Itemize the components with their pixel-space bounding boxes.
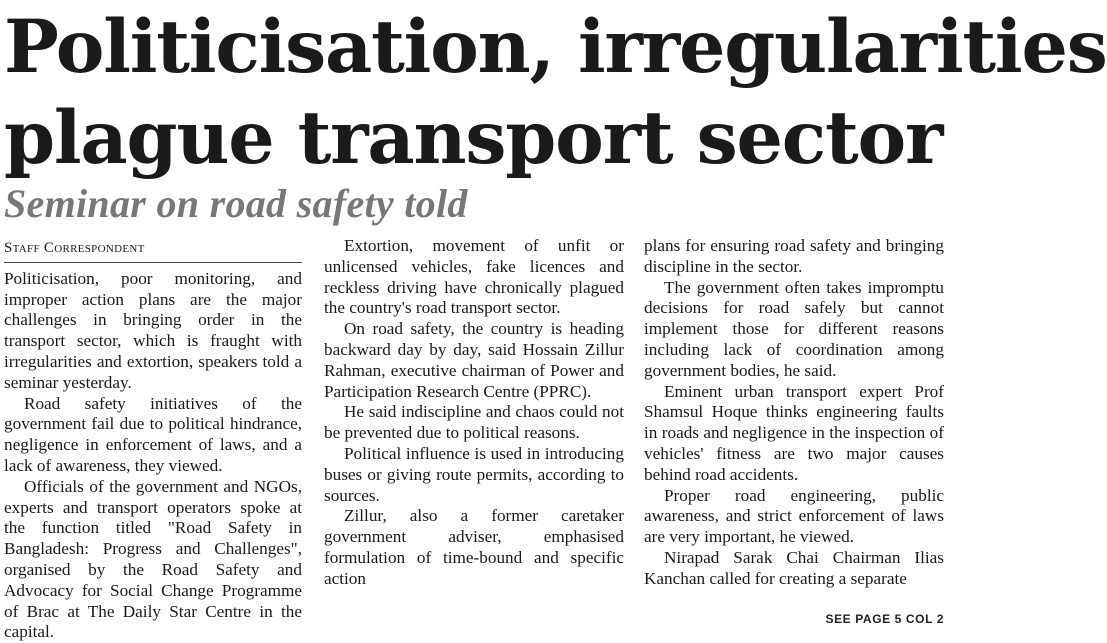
byline: Staff Correspondent bbox=[4, 236, 302, 263]
paragraph: Officials of the government and NGOs, experts and transport operators spoke at the function titled "Road Safety in Bangladesh: Progress and Challenges", organised by the Road Safety and Advocacy for Social Change Programme of Brac at The Daily Star Centre in the capital. bbox=[4, 476, 302, 642]
paragraph-continued: plans for ensuring road safety and bringing discipline in the sector. bbox=[644, 236, 944, 276]
article-column-1 bbox=[4, 236, 302, 642]
paragraph: Zillur, also a former caretaker government adviser, emphasised formulation of time-bound and specific action bbox=[324, 506, 624, 588]
paragraph: On road safety, the country is heading backward day by day, said Hossain Zillur Rahman, executive chairman of Power and Participation Research Centre (PPRC). bbox=[324, 319, 624, 401]
continued-on-page-note: SEE PAGE 5 COL 2 bbox=[825, 612, 944, 626]
paragraph: The government often takes impromptu decisions for road safely but cannot implement those for different reasons including lack of coordination among government bodies, he said. bbox=[644, 277, 944, 380]
paragraph: Road safety initiatives of the government fail due to political hindrance, negligence in enforcement of laws, and a lack of awareness, they viewed. bbox=[4, 393, 302, 475]
paragraph: He said indiscipline and chaos could not be prevented due to political reasons. bbox=[324, 402, 624, 443]
headline-line-1: Politicisation, irregularities bbox=[4, 4, 1107, 90]
paragraph: Nirapad Sarak Chai Chairman Ilias Kanchan called for creating a separate bbox=[644, 547, 944, 588]
headline bbox=[4, 2, 1107, 184]
article-column-2 bbox=[324, 236, 624, 636]
paragraph: Proper road engineering, public awareness, and strict enforcement of laws are very important, he viewed. bbox=[644, 485, 944, 547]
headline-line-2: plague transport sector bbox=[4, 95, 943, 181]
paragraph: Political influence is used in introducing buses or giving route permits, according to sources. bbox=[324, 443, 624, 505]
paragraph: Politicisation, poor monitoring, and improper action plans are the major challenges in bringing order in the transport sector, which is fraught with irregularities and extortion, speakers told a seminar yesterday. bbox=[4, 268, 302, 392]
subheadline: Seminar on road safety told bbox=[4, 181, 468, 226]
paragraph: Extortion, movement of unfit or unlicensed vehicles, fake licences and reckless driving have chronically plagued the country's road transport sector. bbox=[324, 236, 624, 318]
paragraph: Eminent urban transport expert Prof Shamsul Hoque thinks engineering faults in roads and negligence in the inspection of vehicles' fitness are two major causes behind road accidents. bbox=[644, 381, 944, 484]
article-column-3 bbox=[644, 236, 944, 636]
